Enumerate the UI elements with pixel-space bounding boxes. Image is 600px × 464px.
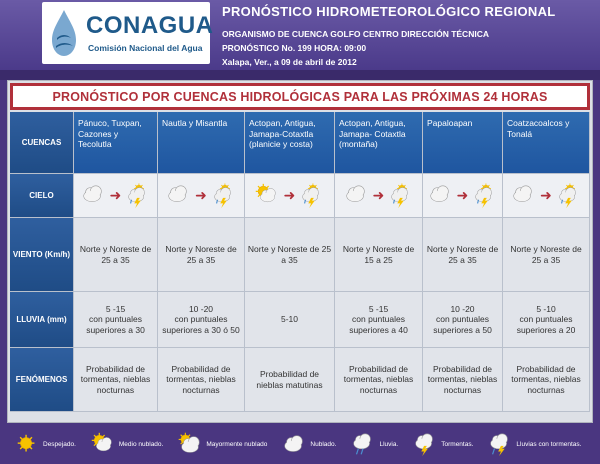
legend-item bbox=[412, 432, 473, 458]
rain-storm-icon bbox=[487, 432, 513, 458]
banner-title: PRONÓSTICO POR CUENCAS HIDROLÓGICAS PARA LAS PRÓXIMAS 24 HORAS bbox=[52, 89, 548, 104]
legend-item bbox=[177, 432, 267, 458]
legend-label: Medio nublado. bbox=[118, 441, 164, 448]
row-label: FENÓMENOS bbox=[10, 348, 74, 412]
arrow-right-icon: ➜ bbox=[540, 186, 552, 203]
rain-note: con puntuales superiores a 30 ó 50 bbox=[162, 314, 240, 335]
legend bbox=[0, 425, 600, 464]
rain-cell bbox=[245, 292, 335, 348]
row-label: LLUVIA (mm) bbox=[10, 292, 74, 348]
wind-cell: Norte y Noreste de 25 a 35 bbox=[158, 218, 245, 292]
rain-note: con puntuales superiores a 40 bbox=[349, 314, 408, 335]
forecast-number: PRONÓSTICO No. 199 HORA: 09:00 bbox=[222, 43, 367, 53]
storm-icon bbox=[472, 183, 498, 209]
legend-label: Despejado. bbox=[43, 441, 76, 448]
phenomena-cell: Probabilidad de tormentas, nieblas nocturnas bbox=[74, 348, 158, 412]
arrow-right-icon: ➜ bbox=[456, 186, 469, 203]
header-bar bbox=[0, 0, 600, 70]
page-title: PRONÓSTICO HIDROMETEOROLÓGICO REGIONAL bbox=[222, 4, 556, 19]
rain-amount: 10 -20 bbox=[188, 303, 214, 314]
legend-item bbox=[14, 432, 76, 458]
basin-header: Pánuco, Tuxpan, Cazones y Tecolutla bbox=[74, 112, 158, 174]
storm-icon bbox=[412, 432, 438, 458]
table-row bbox=[10, 218, 590, 292]
legend-label: Nublado. bbox=[310, 441, 337, 448]
rain-cell bbox=[158, 292, 245, 348]
wind-cell: Norte y Noreste de 15 a 25 bbox=[335, 218, 423, 292]
legend-item bbox=[281, 432, 336, 458]
mostly-cloudy-icon bbox=[177, 432, 203, 458]
forecast-panel bbox=[7, 80, 593, 423]
table-row bbox=[10, 112, 590, 174]
basin-header: Actopan, Antigua, Jamapa- Cotaxtla (montaña) bbox=[335, 112, 423, 174]
arrow-right-icon: ➜ bbox=[283, 186, 296, 203]
storm-icon bbox=[299, 183, 325, 209]
phenomena-cell: Probabilidad de nieblas matutinas bbox=[245, 348, 335, 412]
rain-note: con puntuales superiores a 50 bbox=[433, 314, 492, 335]
rain-cell bbox=[74, 292, 158, 348]
table-row bbox=[10, 348, 590, 412]
storm-icon bbox=[125, 183, 151, 209]
wind-cell: Norte y Noreste de 25 a 35 bbox=[503, 218, 590, 292]
legend-label: Mayormente nublado bbox=[206, 441, 268, 448]
forecast-banner bbox=[10, 83, 590, 110]
rain-amount: 5-10 bbox=[280, 314, 298, 325]
logo-subtitle: Comisión Nacional del Agua bbox=[88, 43, 203, 53]
header-divider bbox=[0, 70, 600, 80]
storm-icon bbox=[556, 183, 582, 209]
legend-label: Lluvia. bbox=[379, 441, 399, 448]
cloud-icon bbox=[165, 183, 191, 209]
forecast-date: Xalapa, Ver., a 09 de abril de 2012 bbox=[222, 57, 357, 67]
cloud-icon bbox=[343, 183, 369, 209]
rain-amount: 5 -15 bbox=[105, 303, 126, 314]
forecast-table bbox=[10, 112, 590, 412]
rain-icon bbox=[350, 432, 376, 458]
phenomena-cell: Probabilidad de tormentas, nieblas nocturnas bbox=[335, 348, 423, 412]
org-line: ORGANISMO DE CUENCA GOLFO CENTRO DIRECCIÓN TÉCNICA bbox=[222, 29, 489, 39]
sky-cell bbox=[158, 174, 245, 218]
basin-header: Nautla y Misantla bbox=[158, 112, 245, 174]
storm-icon bbox=[211, 183, 237, 209]
legend-label: Lluvias con tormentas. bbox=[516, 441, 582, 448]
rain-cell bbox=[503, 292, 590, 348]
wind-cell: Norte y Noreste de 25 a 35 bbox=[423, 218, 503, 292]
arrow-right-icon: ➜ bbox=[109, 186, 122, 203]
storm-icon bbox=[388, 183, 414, 209]
wind-cell: Norte y Noreste de 25 a 35 bbox=[74, 218, 158, 292]
cloud-icon bbox=[427, 183, 453, 209]
row-label: CIELO bbox=[10, 174, 74, 218]
rain-cell bbox=[335, 292, 423, 348]
rain-note: con puntuales superiores a 30 bbox=[86, 314, 145, 335]
logo-wordmark: CONAGUA bbox=[86, 12, 214, 39]
partly-cloudy-icon bbox=[90, 432, 116, 458]
basin-header: Coatzacoalcos y Tonalá bbox=[503, 112, 590, 174]
rain-amount: 5 -10 bbox=[536, 303, 556, 314]
sky-cell bbox=[335, 174, 423, 218]
arrow-right-icon: ➜ bbox=[195, 186, 207, 203]
cloud-icon bbox=[281, 432, 307, 458]
arrow-right-icon: ➜ bbox=[372, 186, 385, 203]
sky-cell bbox=[74, 174, 158, 218]
row-label: VIENTO (Km/h) bbox=[10, 218, 74, 292]
sky-cell bbox=[503, 174, 590, 218]
phenomena-cell: Probabilidad de tormentas, nieblas nocturnas bbox=[158, 348, 245, 412]
basin-header: Papaloapan bbox=[423, 112, 503, 174]
legend-item bbox=[90, 432, 163, 458]
cloud-icon bbox=[80, 183, 106, 209]
wind-cell: Norte y Noreste de 25 a 35 bbox=[245, 218, 335, 292]
rain-amount: 5 -15 bbox=[368, 303, 389, 314]
partly-cloudy-icon bbox=[254, 183, 280, 209]
rain-cell bbox=[423, 292, 503, 348]
cloud-icon bbox=[510, 183, 536, 209]
rain-note: con puntuales superiores a 20 bbox=[516, 314, 576, 335]
water-drop-logo-icon bbox=[48, 8, 80, 58]
conagua-logo bbox=[42, 2, 214, 64]
legend-label: Tormentas. bbox=[441, 441, 474, 448]
table-row bbox=[10, 174, 590, 218]
sun-icon bbox=[14, 432, 40, 458]
legend-item bbox=[487, 432, 581, 458]
phenomena-cell: Probabilidad de tormentas, nieblas nocturnas bbox=[423, 348, 503, 412]
sky-cell bbox=[245, 174, 335, 218]
phenomena-cell: Probabilidad de tormentas, nieblas nocturnas bbox=[503, 348, 590, 412]
basin-header: Actopan, Antigua, Jamapa-Cotaxtla (planicie y costa) bbox=[245, 112, 335, 174]
table-row bbox=[10, 292, 590, 348]
rain-amount: 10 -20 bbox=[450, 303, 475, 314]
legend-item bbox=[350, 432, 398, 458]
sky-cell bbox=[423, 174, 503, 218]
row-label: CUENCAS bbox=[10, 112, 74, 174]
